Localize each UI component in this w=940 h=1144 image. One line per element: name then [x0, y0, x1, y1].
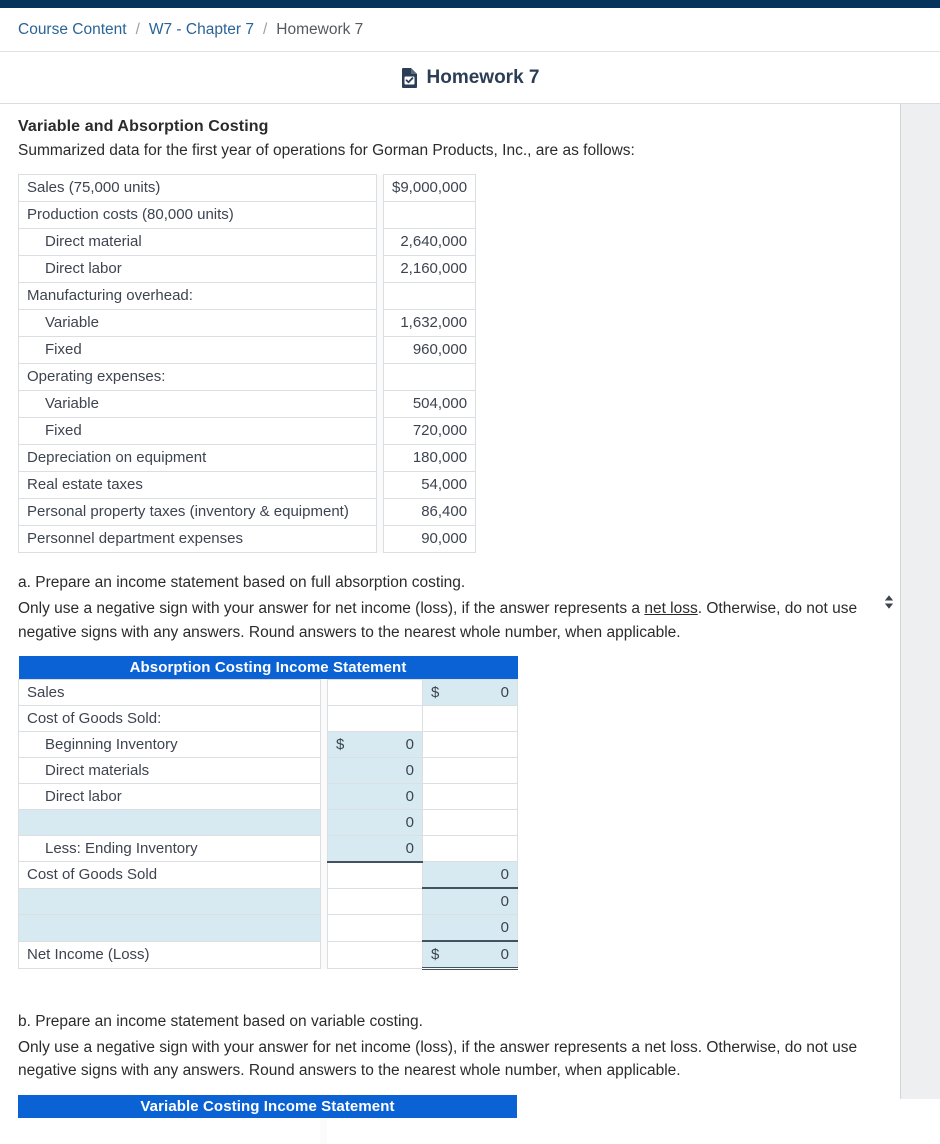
- column-gutter: [377, 472, 384, 499]
- statement-row-label: Less: Ending Inventory: [19, 835, 321, 862]
- statement-row-label: Cost of Goods Sold: [19, 862, 321, 889]
- table-row: [19, 757, 518, 783]
- answer-value: 0: [500, 919, 509, 937]
- summary-row-label: Real estate taxes: [19, 472, 377, 499]
- table-row: [19, 472, 476, 499]
- answer-value: 0: [405, 787, 414, 805]
- variable-costing-income-statement: [18, 1095, 517, 1144]
- account-select-dropdown[interactable]: [19, 809, 321, 835]
- statement-cell-col2: [423, 731, 518, 757]
- summary-row-amount: 86,400: [384, 499, 476, 526]
- answer-value: 0: [405, 735, 414, 753]
- column-gutter: [377, 175, 384, 202]
- table-row: [19, 915, 518, 942]
- answer-input-col2[interactable]: [423, 679, 518, 705]
- account-select-dropdown[interactable]: [19, 915, 321, 942]
- table-row: [19, 202, 476, 229]
- column-gutter: [377, 418, 384, 445]
- column-gutter: [377, 499, 384, 526]
- column-gutter: [377, 445, 384, 472]
- absorption-table-header: Absorption Costing Income Statement: [19, 656, 518, 679]
- answer-value: 0: [405, 813, 414, 831]
- table-row: [19, 391, 476, 418]
- page-title: Homework 7: [426, 66, 540, 88]
- statement-cell-col2: [423, 705, 518, 731]
- part-b-instruction: Only use a negative sign with your answer for net income (loss), if the answer represents a net loss. Otherwise, do not use negative signs with any answers. Round answers to the nearest whole number, when applicable.: [18, 1038, 858, 1080]
- table-row: [19, 705, 518, 731]
- currency-symbol: $: [336, 735, 345, 753]
- answer-value: 0: [500, 683, 509, 701]
- summary-row-amount: [384, 364, 476, 391]
- question-content: [0, 104, 901, 1115]
- breadcrumb-item-course-content[interactable]: Course Content: [18, 20, 127, 38]
- answer-input-col2[interactable]: [423, 862, 518, 889]
- answer-value: 0: [500, 893, 509, 911]
- summary-row-amount: 960,000: [384, 337, 476, 364]
- summary-row-label: Production costs (80,000 units): [19, 202, 377, 229]
- summary-row-amount: 90,000: [384, 526, 476, 553]
- net-loss-underlined: net loss: [644, 600, 698, 618]
- summary-row-label: Fixed: [19, 418, 377, 445]
- column-gutter: [321, 809, 328, 835]
- table-row: [19, 835, 518, 862]
- column-gutter: [377, 229, 384, 256]
- table-row: [19, 229, 476, 256]
- page-title-bar: [0, 52, 940, 104]
- statement-row-label: Sales: [19, 679, 321, 705]
- summary-row-amount: 1,632,000: [384, 310, 476, 337]
- table-row: [19, 256, 476, 283]
- part-a-instruction-text-2: . Otherwise, do not use negative signs with any answers. Round answers to the nearest whole number, when applicable.: [18, 600, 858, 641]
- summarized-data-table: [18, 174, 476, 553]
- answer-input-col2[interactable]: [423, 888, 518, 915]
- question-intro: Summarized data for the first year of operations for Gorman Products, Inc., are as follows:: [18, 142, 635, 159]
- summary-row-amount: 504,000: [384, 391, 476, 418]
- table-row: [19, 862, 518, 889]
- statement-cell-col1: [328, 862, 423, 889]
- statement-cell-col1: [328, 705, 423, 731]
- statement-cell-col1: [328, 915, 423, 942]
- answer-input-col1[interactable]: [328, 835, 423, 862]
- column-gutter: [321, 941, 328, 969]
- breadcrumb-separator: /: [135, 20, 140, 38]
- answer-value: 0: [405, 761, 414, 779]
- part-a-instruction-text-1: Only use a negative sign with your answer for net income (loss), if the answer represents a: [18, 600, 645, 618]
- statement-cell-col1: [328, 941, 423, 969]
- part-b-prompt: b. Prepare an income statement based on variable costing.: [18, 1013, 423, 1031]
- summary-row-amount: [384, 283, 476, 310]
- select-arrows-icon: [885, 595, 894, 608]
- table-row: [19, 526, 476, 553]
- summary-row-amount: [384, 202, 476, 229]
- table-row: [19, 175, 476, 202]
- column-gutter: [377, 256, 384, 283]
- part-a-instruction: [18, 597, 882, 644]
- absorption-costing-income-statement: [18, 656, 518, 970]
- summary-row-label: Sales (75,000 units): [19, 175, 377, 202]
- statement-row-label: Direct materials: [19, 757, 321, 783]
- column-gutter: [321, 757, 328, 783]
- table-row: [19, 679, 518, 705]
- column-gutter: [321, 705, 328, 731]
- part-a: [18, 571, 882, 970]
- statement-row-label: Net Income (Loss): [19, 941, 321, 969]
- answer-value: 0: [500, 946, 509, 964]
- summary-row-amount: $9,000,000: [384, 175, 476, 202]
- answer-input-col2[interactable]: [423, 941, 518, 969]
- right-rail: [901, 104, 940, 1099]
- table-row: [19, 283, 476, 310]
- column-gutter: [321, 835, 328, 862]
- part-b: [18, 1010, 882, 1144]
- table-row: [19, 364, 476, 391]
- column-gutter: [377, 202, 384, 229]
- column-gutter: [321, 862, 328, 889]
- table-row: [19, 941, 518, 969]
- account-select-dropdown[interactable]: [19, 888, 321, 915]
- question-title: Variable and Absorption Costing: [18, 118, 269, 135]
- column-gutter: [321, 731, 328, 757]
- column-gutter: [321, 783, 328, 809]
- breadcrumb: [0, 8, 940, 52]
- top-navy-bar: [0, 0, 940, 8]
- column-gutter: [321, 888, 328, 915]
- answer-input-col1[interactable]: [328, 757, 423, 783]
- answer-input-col1[interactable]: [328, 731, 423, 757]
- answer-input-col2[interactable]: [423, 915, 518, 942]
- summary-row-label: Operating expenses:: [19, 364, 377, 391]
- answer-value: 0: [500, 866, 509, 884]
- breadcrumb-separator: /: [262, 20, 268, 38]
- summary-row-label: Direct labor: [19, 256, 377, 283]
- statement-row-label: Cost of Goods Sold:: [19, 705, 321, 731]
- part-a-prompt: a. Prepare an income statement based on full absorption costing.: [18, 574, 466, 592]
- table-row: [19, 783, 518, 809]
- column-gutter: [321, 915, 328, 942]
- table-row: [19, 809, 518, 835]
- statement-row-label: Direct labor: [19, 783, 321, 809]
- currency-symbol: $: [431, 683, 440, 701]
- summary-row-amount: 180,000: [384, 445, 476, 472]
- summary-row-label: Personal property taxes (inventory & equipment): [19, 499, 377, 526]
- summary-row-amount: 720,000: [384, 418, 476, 445]
- statement-cell-col1: [328, 888, 423, 915]
- table-row: [19, 499, 476, 526]
- currency-symbol: $: [431, 946, 440, 964]
- content-shell: [0, 104, 940, 1115]
- breadcrumb-item-chapter[interactable]: W7 - Chapter 7: [148, 20, 254, 38]
- column-gutter: [377, 337, 384, 364]
- table-row: [19, 445, 476, 472]
- summary-row-label: Personnel department expenses: [19, 526, 377, 553]
- column-gutter: [377, 283, 384, 310]
- column-gutter: [377, 526, 384, 553]
- document-check-icon: [401, 68, 418, 88]
- variable-table-header: Variable Costing Income Statement: [18, 1095, 517, 1118]
- answer-value: 0: [405, 839, 414, 857]
- table-row: [19, 310, 476, 337]
- column-gutter: [377, 391, 384, 418]
- summary-row-label: Depreciation on equipment: [19, 445, 377, 472]
- answer-input-col1[interactable]: [328, 783, 423, 809]
- summary-row-label: Direct material: [19, 229, 377, 256]
- statement-cell-col2: [423, 783, 518, 809]
- summary-row-amount: 2,160,000: [384, 256, 476, 283]
- statement-cell-col2: [423, 757, 518, 783]
- table-row: [19, 888, 518, 915]
- summary-row-amount: 54,000: [384, 472, 476, 499]
- statement-cell-col2: [423, 809, 518, 835]
- statement-cell-col2: [423, 835, 518, 862]
- table-row: [19, 418, 476, 445]
- breadcrumb-item-current: Homework 7: [276, 20, 364, 38]
- answer-input-col1[interactable]: [328, 809, 423, 835]
- summary-row-label: Fixed: [19, 337, 377, 364]
- summary-row-label: Variable: [19, 310, 377, 337]
- statement-row-label: Beginning Inventory: [19, 731, 321, 757]
- summary-row-label: Manufacturing overhead:: [19, 283, 377, 310]
- table-row: [19, 731, 518, 757]
- column-gutter: [321, 679, 328, 705]
- table-row: [19, 337, 476, 364]
- summary-row-label: Variable: [19, 391, 377, 418]
- column-gutter: [377, 364, 384, 391]
- summary-row-amount: 2,640,000: [384, 229, 476, 256]
- column-gutter: [377, 310, 384, 337]
- statement-cell-col1: [328, 679, 423, 705]
